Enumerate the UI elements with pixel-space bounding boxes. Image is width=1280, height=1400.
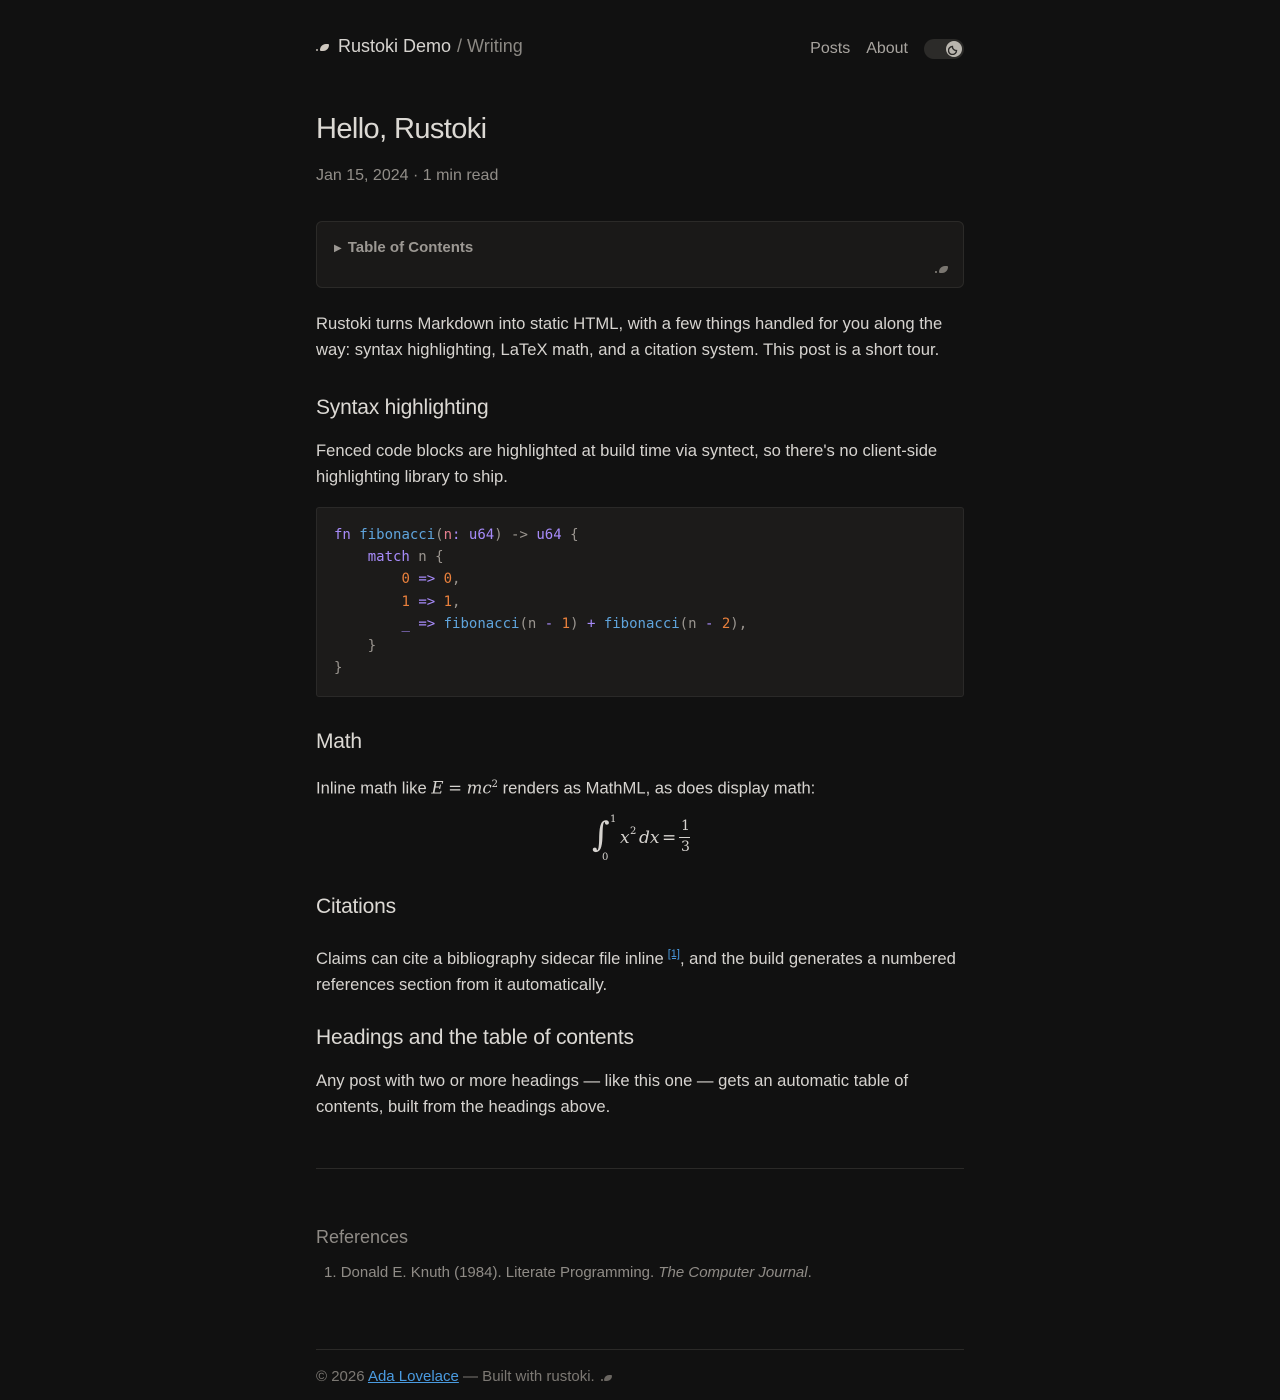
intro-paragraph: Rustoki turns Markdown into static HTML, with a few things handled for you along the way: syntax highlighting, LaTeX math, and a citation system. This post is a short tour. bbox=[316, 314, 943, 359]
fraction-num: 1 bbox=[681, 818, 690, 834]
math-dx: dx bbox=[639, 828, 660, 848]
citations-paragraph bbox=[316, 942, 966, 997]
math-text-after: renders as MathML, as does display math: bbox=[502, 778, 816, 798]
reference-text: Donald E. Knuth (1984). Literate Programming. bbox=[340, 1264, 655, 1281]
caret-right-icon: ▶ bbox=[334, 243, 342, 254]
footer-divider bbox=[316, 1349, 964, 1350]
footer-copyright: © 2026 bbox=[316, 1368, 365, 1385]
reference-item bbox=[324, 1262, 812, 1283]
heading-toc: Headings and the table of contents bbox=[316, 1026, 634, 1049]
fraction-den: 3 bbox=[681, 839, 690, 855]
nav-about-link[interactable]: About bbox=[866, 40, 908, 57]
reference-journal: The Computer Journal bbox=[658, 1264, 808, 1281]
citations-text-after: , and the build generates a numbered references section from it automatically. bbox=[316, 949, 956, 994]
reference-end: . bbox=[807, 1264, 812, 1281]
math-equals: = bbox=[662, 828, 677, 848]
math-eq: = bbox=[448, 778, 462, 798]
main-nav bbox=[810, 38, 964, 60]
heading-syntax: Syntax highlighting bbox=[316, 396, 489, 419]
headings-paragraph: Any post with two or more headings — like this one — gets an automatic table of contents, built from the headings above. bbox=[316, 1071, 909, 1116]
site-header bbox=[316, 30, 964, 66]
toc-label: Table of Contents bbox=[347, 239, 474, 256]
site-footer bbox=[316, 1366, 613, 1387]
integral-upper: 1 bbox=[610, 814, 617, 825]
syntax-paragraph: Fenced code blocks are highlighted at build time via syntect, so there's no client-side highlighting library to ship. bbox=[316, 441, 938, 486]
toc-toggle[interactable] bbox=[334, 238, 473, 260]
post-title: Hello, Rustoki bbox=[316, 113, 487, 145]
divider bbox=[316, 1168, 964, 1169]
section-crumb[interactable]: / Writing bbox=[457, 36, 523, 56]
math-x: x bbox=[620, 828, 630, 848]
table-of-contents bbox=[316, 221, 964, 288]
citations-text-before: Claims can cite a bibliography sidecar file inline bbox=[316, 949, 664, 968]
leaf-icon bbox=[601, 1372, 613, 1381]
math-mc: mc bbox=[466, 778, 492, 798]
heading-math: Math bbox=[316, 730, 362, 753]
theme-toggle[interactable] bbox=[924, 39, 964, 59]
integral-sign: ∫ bbox=[592, 815, 610, 855]
leaf-logo-icon bbox=[316, 42, 330, 52]
fraction-bar bbox=[679, 837, 690, 838]
math-x-exp: 2 bbox=[630, 826, 637, 837]
moon-icon bbox=[946, 41, 962, 57]
math-text-before: Inline math like bbox=[316, 778, 427, 798]
references-list bbox=[324, 1262, 812, 1283]
math-paragraph bbox=[316, 772, 966, 801]
nav-posts-link[interactable]: Posts bbox=[810, 40, 851, 57]
reference-number: 1. bbox=[324, 1264, 337, 1281]
math-exp: 2 bbox=[491, 779, 498, 790]
heading-citations: Citations bbox=[316, 895, 396, 918]
code-content: fn fibonacci(n: u64) -> u64 { match n { 0 => 0, 1 => 1, _ => fibonacci(n - 1) + fibonacci(n - 2), } } bbox=[334, 527, 748, 677]
site-title[interactable]: Rustoki Demo bbox=[338, 36, 452, 56]
author-link[interactable]: Ada Lovelace bbox=[367, 1368, 459, 1385]
leaf-icon bbox=[935, 264, 949, 274]
display-math bbox=[592, 812, 712, 866]
brand[interactable] bbox=[316, 35, 523, 57]
code-block bbox=[316, 507, 964, 697]
integral-lower: 0 bbox=[602, 852, 609, 863]
post-meta: Jan 15, 2024 · 1 min read bbox=[316, 167, 499, 184]
math-E: E bbox=[431, 778, 444, 798]
citation-link[interactable]: [1] bbox=[667, 948, 680, 960]
references-heading: References bbox=[316, 1227, 409, 1247]
footer-built: — Built with rustoki. bbox=[463, 1368, 595, 1385]
